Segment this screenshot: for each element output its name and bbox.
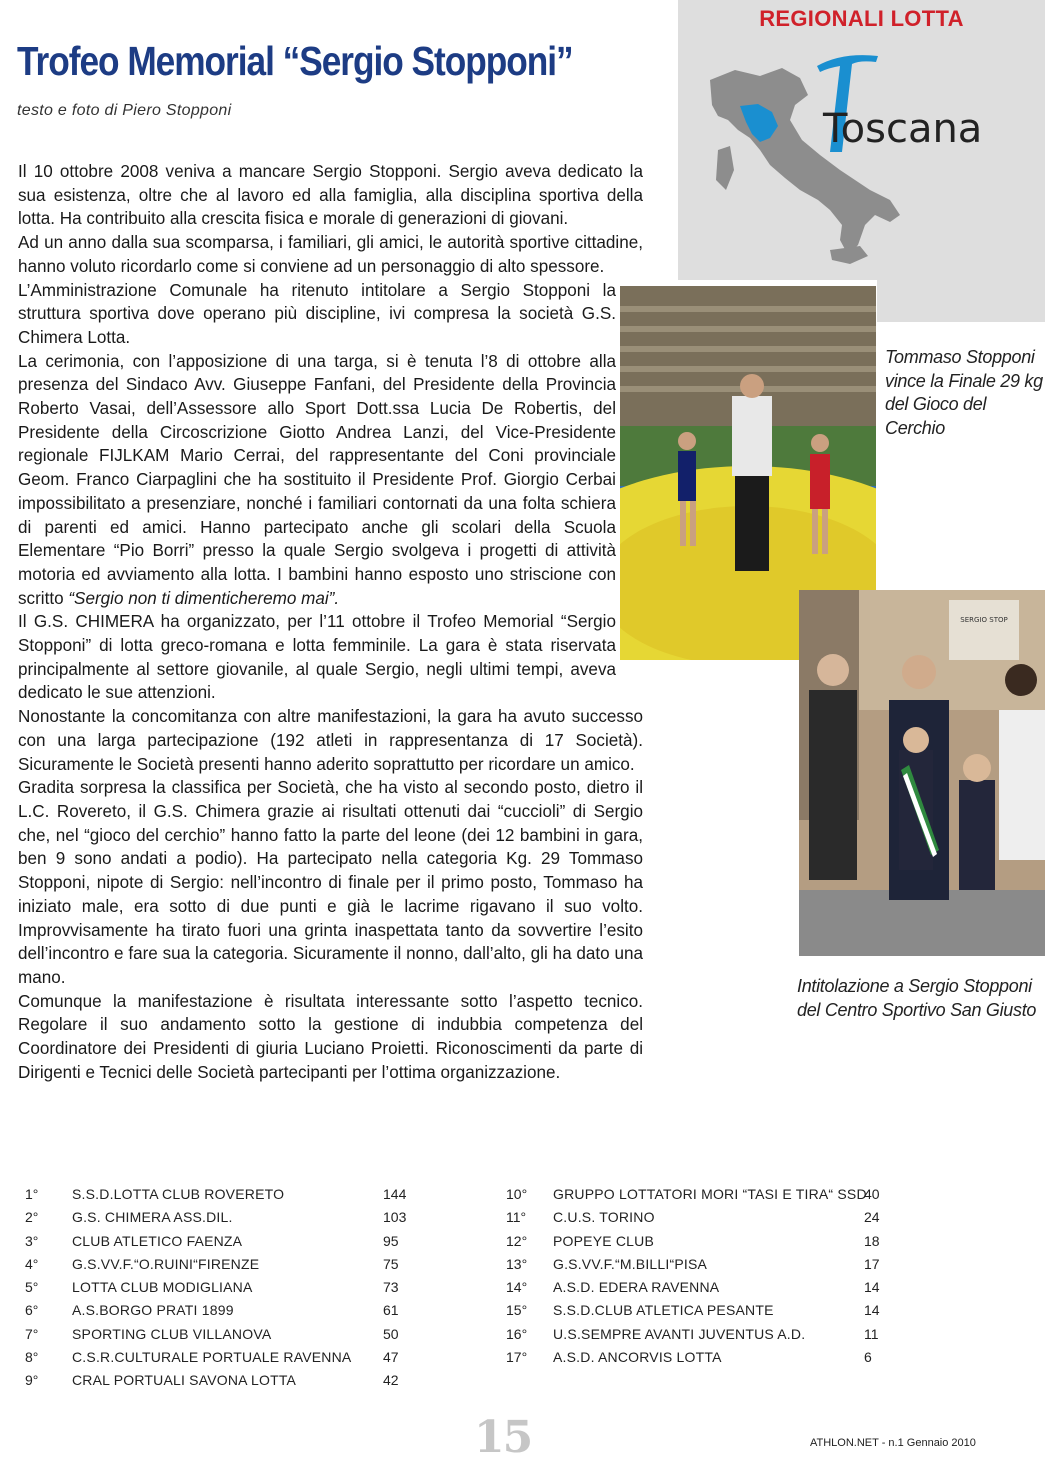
- photo-dedication: [799, 590, 1045, 956]
- region-name: Toscana: [823, 106, 983, 152]
- points: 144: [383, 1186, 407, 1202]
- club-name: G.S.VV.F.“M.BILLI“PISA: [553, 1255, 708, 1272]
- results-table-left: [25, 1186, 425, 1396]
- results-row: [25, 1279, 425, 1302]
- paragraph: Comunque la manifestazione è risultata interessante sotto l’aspetto tecnico. Regolare il suo andamento sotto la gestione di indubbia competenza del Coordinatore dei Presidenti di giuria Luciano Proietti. Riconoscimenti da parte di Dirigenti e Tecnici delle Società partecipanti per l’ottima organizzazione.: [18, 991, 643, 1082]
- club-name: S.S.D.LOTTA CLUB ROVERETO: [72, 1186, 285, 1202]
- club-name: LOTTA CLUB MODIGLIANA: [72, 1279, 253, 1296]
- club-name: S.S.D.CLUB ATLETICA PESANTE: [553, 1302, 774, 1319]
- paragraph: [18, 350, 616, 611]
- paragraph: Il 10 ottobre 2008 veniva a mancare Sergio Stopponi. Sergio aveva dedicato la sua esistenza, oltre che al lavoro ed alla famiglia, alla disciplina sportiva della lotta. Ha contribuito alla crescita fisica e morale di generazioni di giovani.: [18, 162, 643, 229]
- club-name: CRAL PORTUALI SAVONA LOTTA: [72, 1372, 297, 1389]
- page-number: 15: [474, 1412, 532, 1463]
- club-name: CLUB ATLETICO FAENZA: [72, 1232, 243, 1249]
- club-name: G.S.VV.F.“O.RUINI“FIRENZE: [72, 1255, 260, 1272]
- points: 73: [383, 1279, 399, 1296]
- plaque-text: SERGIO STOP: [960, 616, 1008, 624]
- points: 103: [383, 1209, 407, 1226]
- banner-quote: “Sergio non ti dimenticheremo mai”.: [68, 588, 340, 608]
- rank: 1°: [25, 1186, 39, 1202]
- results-table-right: [506, 1186, 906, 1372]
- paragraph: Nonostante la concomitanza con altre manifestazioni, la gara ha avuto successo con una larga partecipazione (192 atleti in rappresentanza di 17 Società). Sicuramente le Società presenti hanno aderito soprattutto per ricordare un amico.: [18, 707, 643, 774]
- rank: 3°: [25, 1232, 39, 1249]
- points: 17: [864, 1255, 880, 1272]
- article-byline: testo e foto di Piero Stopponi: [17, 102, 232, 119]
- rank: 16°: [506, 1325, 528, 1342]
- club-name: GRUPPO LOTTATORI MORI “TASI E TIRA“ SSD: [553, 1186, 867, 1202]
- results-row: [25, 1186, 425, 1209]
- points: 24: [864, 1209, 880, 1226]
- paragraph-text: La cerimonia, con l’apposizione di una targa, si è tenuta l’8 di ottobre alla presenza del Sindaco Avv. Giuseppe Fanfani, del Presidente della Provincia Roberto Vasai, dell’Assessore allo Sport Dott.ssa Lucia De Robertis, del Presidente della Circoscrizione Giotto Andrea Lanzi, del Vice-Presidente regionale FIJLKAM Mario Cerrai, del rappresentante del Coni provinciale Geom. Franco Ciarpaglini che ha sostituito il Presidente Prof. Giorgio Cerbai impossibilitato a presenziare, nonché i familiari contornati da una folta schiera di parenti ed amici. Hanno partecipato anche gli scolari della Scuola Elementare “Pio Borri” presso la quale Sergio svolgeva i progetti di attività motoria ed avviamento alla lotta. I bambini hanno esposto uno striscione con scritto: [18, 351, 616, 608]
- club-name: SPORTING CLUB VILLANOVA: [72, 1325, 272, 1342]
- points: 18: [864, 1232, 880, 1249]
- club-name: A.S.D. ANCORVIS LOTTA: [553, 1349, 722, 1366]
- results-row: [506, 1186, 906, 1209]
- paragraph: Il G.S. CHIMERA ha organizzato, per l’11 ottobre il Trofeo Memorial “Sergio Stopponi” di lotta greco-romana e lotta femminile. La gara è stata riservata principalmente al settore giovanile, al quale Sergio, negli ultimi tempi, aveva dedicato le sue attenzioni.: [18, 612, 616, 703]
- paragraph: L’Amministrazione Comunale ha ritenuto intitolare a Sergio Stopponi la struttura sportiva dove operano più discipline, ivi compresa la società G.S. Chimera Lotta.: [18, 280, 616, 347]
- club-name: G.S. CHIMERA ASS.DIL.: [72, 1209, 233, 1226]
- italy-map-icon: [690, 50, 920, 275]
- results-row: [25, 1372, 425, 1395]
- club-name: C.S.R.CULTURALE PORTUALE RAVENNA: [72, 1349, 352, 1366]
- results-row: [506, 1302, 906, 1325]
- results-row: [506, 1349, 906, 1372]
- points: 61: [383, 1302, 399, 1319]
- club-name: A.S.D. EDERA RAVENNA: [553, 1279, 720, 1296]
- results-row: [25, 1209, 425, 1232]
- results-row: [506, 1256, 906, 1279]
- club-name: U.S.SEMPRE AVANTI JUVENTUS A.D.: [553, 1325, 806, 1342]
- rank: 6°: [25, 1302, 39, 1319]
- results-row: [25, 1326, 425, 1349]
- results-row: [25, 1302, 425, 1325]
- rank: 4°: [25, 1255, 39, 1272]
- points: 95: [383, 1232, 399, 1249]
- photo-caption-dedication: Intitolazione a Sergio Stopponi del Centro Sportivo San Giusto: [797, 976, 1037, 1020]
- rank: 11°: [506, 1209, 527, 1226]
- rank: 9°: [25, 1372, 39, 1389]
- paragraph: Gradita sorpresa la classifica per Società, che ha visto al secondo posto, dietro il L.C. Rovereto, il G.S. Chimera grazie ai risultati ottenuti dai “cuccioli” di Sergio che, nel “gioco del cerchio” hanno fatto la parte del leone (dei 12 bambini in gara, ben 9 sono andati a podio). Ha partecipato nella categoria Kg. 29 Tommaso Stopponi, nipote di Sergio: nell’incontro di finale per il primo posto, Tommaso ha iniziato male, era sotto di due punti e già le lacrime rigavano il suo volto. Improvvisamente ha tirato fuori una grinta inaspettata tanto da sovvertire l’esito dell’incontro e fare sua la categoria. Sicuramente il nonno, dall’alto, gli ha dato una mano.: [18, 778, 643, 987]
- rank: 7°: [25, 1325, 39, 1342]
- points: 50: [383, 1325, 399, 1342]
- results-row: [506, 1209, 906, 1232]
- club-name: C.U.S. TORINO: [553, 1209, 655, 1226]
- rank: 5°: [25, 1279, 39, 1296]
- publication-footer: ATHLON.NET - n.1 Gennaio 2010: [810, 1437, 976, 1449]
- results-row: [506, 1326, 906, 1349]
- points: 47: [383, 1349, 399, 1366]
- rank: 8°: [25, 1349, 39, 1366]
- paragraph: Ad un anno dalla sua scomparsa, i familiari, gli amici, le autorità sportive cittadine, hanno voluto ricordarlo come si conviene ad un personaggio di alto spessore.: [18, 233, 643, 276]
- article-title: Trofeo Memorial “Sergio Stopponi”: [17, 38, 573, 84]
- points: 11: [864, 1325, 879, 1342]
- points: 42: [383, 1372, 399, 1389]
- rank: 14°: [506, 1279, 528, 1296]
- points: 6: [864, 1349, 872, 1366]
- rank: 17°: [506, 1349, 528, 1366]
- results-row: [25, 1233, 425, 1256]
- section-label: REGIONALI LOTTA: [759, 6, 964, 31]
- rank: 10°: [506, 1186, 528, 1202]
- points: 40: [864, 1186, 880, 1202]
- results-row: [506, 1279, 906, 1302]
- rank: 12°: [506, 1232, 528, 1249]
- club-name: POPEYE CLUB: [553, 1232, 655, 1249]
- club-name: A.S.BORGO PRATI 1899: [72, 1302, 234, 1319]
- results-row: [25, 1349, 425, 1372]
- points: 75: [383, 1255, 399, 1272]
- results-row: [25, 1256, 425, 1279]
- points: 14: [864, 1302, 880, 1319]
- article-body: [18, 160, 643, 1084]
- header-strip: [877, 280, 1045, 322]
- rank: 13°: [506, 1255, 528, 1272]
- photo-caption-final: Tommaso Stopponi vince la Finale 29 kg del Gioco del Cerchio: [885, 347, 1043, 438]
- results-row: [506, 1233, 906, 1256]
- points: 14: [864, 1279, 880, 1296]
- rank: 2°: [25, 1209, 39, 1226]
- rank: 15°: [506, 1302, 528, 1319]
